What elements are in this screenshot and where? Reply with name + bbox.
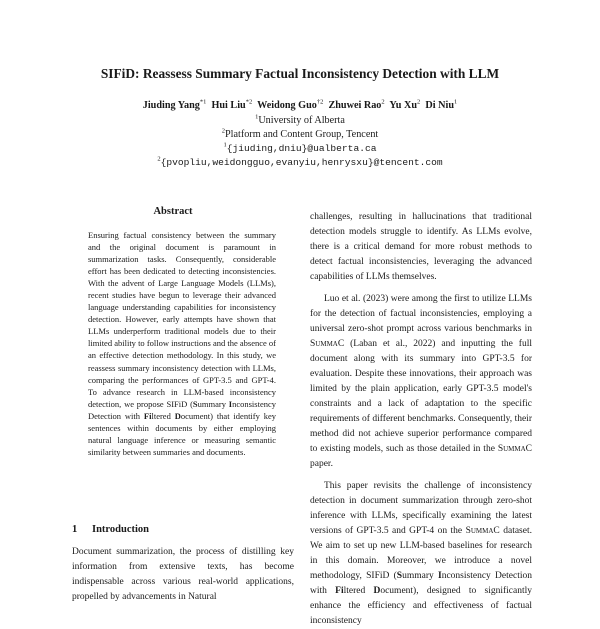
author-mark: †2: [316, 98, 324, 106]
dataset-name: SummaC: [465, 526, 500, 536]
author-mark: *1: [199, 98, 207, 106]
section-number: 1: [72, 524, 78, 535]
paper-title: SIFiD: Reassess Summary Factual Inconsistency Detection with LLM: [100, 66, 500, 81]
abstract-heading: Abstract: [153, 206, 193, 217]
email-text: {pvopliu,weidongguo,evanyiu,henrysxu}@tencent.com: [160, 157, 443, 168]
text-bold: D: [373, 586, 381, 596]
text-segment: ocument), designed to significantly enhance the efficiency and effectiveness of factual inconsistency: [310, 586, 532, 626]
email-line: [20, 142, 580, 156]
abstract-bold: Fi: [143, 410, 152, 421]
text-segment: (Laban et al., 2022) and inputting the full document along with its summary into GPT-3.5 for evaluation. Despite these innovations, their approach was limited by the plain application, early GPT-3.5 model's constraints and a lack of adaptation to the specific requirements of different benchmarks. Consequently, their method did not achieve superior performance compared to existing models, such as those detailed in the: [310, 339, 532, 454]
text-segment: nconsistency Detection with: [310, 571, 532, 596]
affiliation-text: Platform and Content Group, Tencent: [224, 129, 379, 140]
author-name: Zhuwei Rao: [328, 100, 382, 111]
abstract-segment: ummary: [197, 398, 229, 409]
section-title: Introduction: [92, 524, 149, 535]
paragraph: challenges, resulting in hallucinations that traditional detection models struggle to identify. As LLMs evolve, there is a critical demand for more robust methods to detect factual inconsistencies, leveraging the advanced capabilities of LLMs themselves.: [310, 212, 532, 282]
author-mark: 2: [381, 98, 385, 106]
text-bold: S: [396, 571, 403, 581]
author-name: Weidong Guo: [257, 100, 317, 111]
right-column: [310, 210, 532, 626]
abstract-segment: ocument) that identify key sentences within documents by either employing natural language inference or measuring semantic similarity between summaries and documents.: [88, 410, 277, 457]
author-mark: 1: [453, 98, 458, 106]
abstract-segment: Ensuring factual consistency between the summary and the original document is paramount in summarization tasks. Consequently, considerable effort has been dedicated to detecting inconsistencies. With the advent of Large Language Models (LLMs), recent studies have begun to leverage their advanced language understanding capabilities for inconsistency detection. However, early attempts have shown that LLMs underperform traditional models due to their limited ability to follow instructions and the absence of an effective detection methodology. In this study, we reassess summary inconsistency detection with LLMs, comparing the performances of GPT-3.5 and GPT-4. To advance research in LLM-based inconsistency detection, we propose SIFiD (: [88, 230, 276, 409]
email-text: {jiuding,dniu}@ualberta.ca: [226, 143, 377, 154]
author-mark: 2: [417, 98, 421, 106]
author-name: Di Niu: [425, 100, 454, 111]
email-line: [20, 156, 580, 170]
affiliation-line: [20, 114, 580, 128]
text-segment: Luo et al. (2023) were among the first to utilize LLMs for the detection of factual inconsistencies, employing a universal zero-shot prompt across various benchmarks in: [310, 294, 532, 334]
abstract-text: [88, 229, 276, 458]
author-name: Yu Xu: [389, 100, 418, 111]
affiliation-line: [20, 128, 580, 142]
text-segment: ltered: [343, 586, 374, 596]
text-bold: Fi: [335, 586, 344, 596]
author-mark: *2: [245, 98, 253, 106]
author-name: Hui Liu: [211, 100, 246, 111]
text-bold: I: [438, 571, 442, 581]
email-mark: 1: [223, 141, 227, 149]
affiliation-mark: 2: [221, 127, 225, 135]
text-segment: ummary: [402, 571, 439, 581]
section-heading-introduction: [72, 523, 292, 537]
abstract-bold: S: [192, 398, 198, 409]
author-list: [20, 99, 580, 113]
dataset-name: SummaC: [310, 339, 345, 349]
affiliation-mark: 1: [255, 113, 259, 121]
affiliation-text: University of Alberta: [258, 115, 345, 126]
paragraph: [310, 292, 532, 472]
abstract-bold: D: [174, 410, 181, 421]
paragraph: [310, 479, 532, 629]
abstract-bold: I: [228, 398, 233, 409]
abstract-segment: nconsistency Detection with: [88, 398, 276, 421]
dataset-name: SummaC: [497, 444, 532, 454]
text-segment: dataset. We aim to set up new LLM-based baselines for research in this domain. Moreover, we introduce a novel methodology, SIFiD (: [310, 526, 532, 581]
abstract-segment: ltered: [151, 410, 175, 421]
introduction-text: Document summarization, the process of distilling key information from extensive texts, has become indispensable across various real-world applications, propelled by advancements in Natural: [72, 547, 294, 602]
text-segment: paper.: [310, 459, 333, 469]
email-mark: 2: [157, 155, 161, 163]
text-segment: This paper revisits the challenge of inconsistency detection in document summarization through zero-shot inference with LLMs, specifically examining the latest versions of GPT-3.5 and GPT-4 on the: [310, 481, 532, 536]
author-name: Jiuding Yang: [142, 100, 200, 111]
